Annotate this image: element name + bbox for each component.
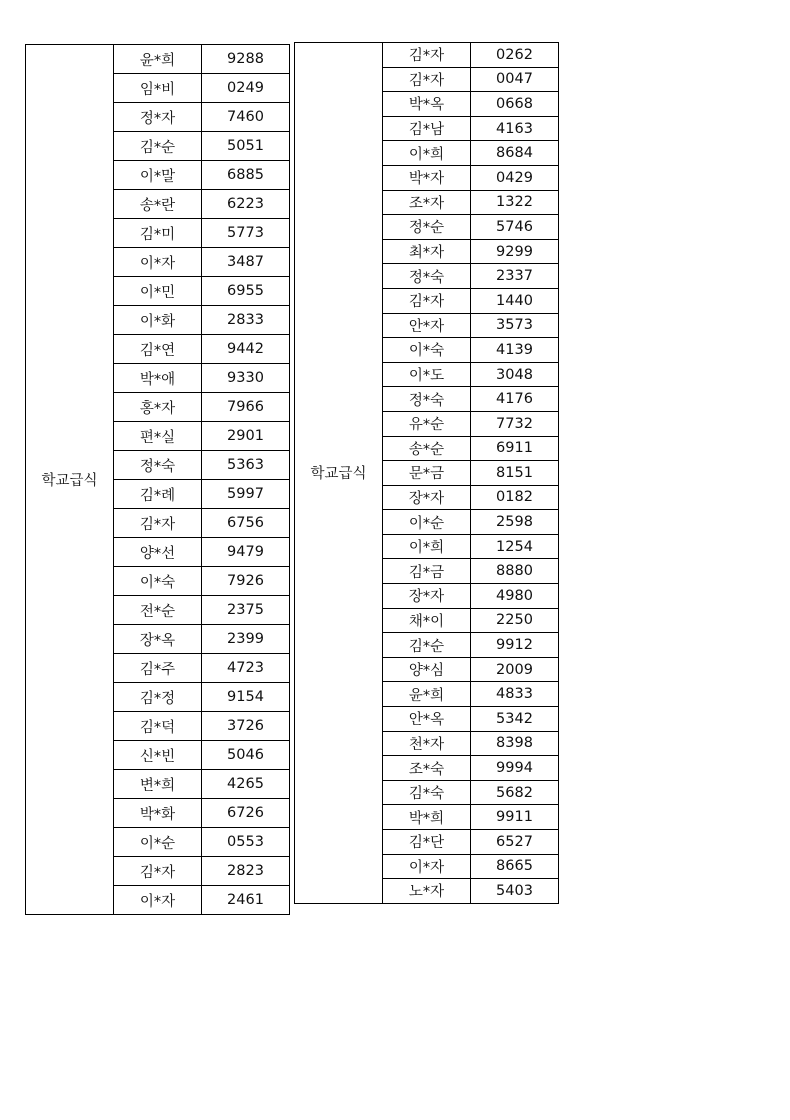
name-cell: 김*자 <box>114 857 202 886</box>
name-cell: 최*자 <box>383 239 471 264</box>
code-cell: 0429 <box>471 165 559 190</box>
code-cell: 6955 <box>202 277 290 306</box>
name-cell: 김*주 <box>114 654 202 683</box>
name-cell: 정*숙 <box>383 264 471 289</box>
code-cell: 8665 <box>471 854 559 879</box>
code-cell: 4980 <box>471 584 559 609</box>
code-cell: 2461 <box>202 886 290 915</box>
code-cell: 9912 <box>471 633 559 658</box>
code-cell: 2009 <box>471 657 559 682</box>
name-cell: 김*례 <box>114 480 202 509</box>
name-cell: 송*순 <box>383 436 471 461</box>
code-cell: 3573 <box>471 313 559 338</box>
name-cell: 박*애 <box>114 364 202 393</box>
table-row <box>26 45 290 74</box>
name-cell: 장*옥 <box>114 625 202 654</box>
name-cell: 이*희 <box>383 534 471 559</box>
code-cell: 6527 <box>471 830 559 855</box>
name-cell: 김*숙 <box>383 780 471 805</box>
code-cell: 3048 <box>471 362 559 387</box>
name-cell: 양*선 <box>114 538 202 567</box>
code-cell: 0668 <box>471 92 559 117</box>
code-cell: 6885 <box>202 161 290 190</box>
name-cell: 이*화 <box>114 306 202 335</box>
code-cell: 4833 <box>471 682 559 707</box>
name-cell: 이*말 <box>114 161 202 190</box>
code-cell: 5403 <box>471 879 559 904</box>
name-cell: 이*희 <box>383 141 471 166</box>
code-cell: 8151 <box>471 461 559 486</box>
code-cell: 1322 <box>471 190 559 215</box>
code-cell: 2399 <box>202 625 290 654</box>
name-cell: 정*자 <box>114 103 202 132</box>
code-cell: 9299 <box>471 239 559 264</box>
name-cell: 홍*자 <box>114 393 202 422</box>
code-cell: 7966 <box>202 393 290 422</box>
code-cell: 8398 <box>471 731 559 756</box>
code-cell: 2375 <box>202 596 290 625</box>
name-cell: 김*덕 <box>114 712 202 741</box>
code-cell: 7732 <box>471 411 559 436</box>
name-cell: 정*숙 <box>383 387 471 412</box>
code-cell: 8684 <box>471 141 559 166</box>
code-cell: 4176 <box>471 387 559 412</box>
name-cell: 박*희 <box>383 805 471 830</box>
name-cell: 안*옥 <box>383 707 471 732</box>
name-cell: 김*자 <box>114 509 202 538</box>
code-cell: 5746 <box>471 215 559 240</box>
name-cell: 편*실 <box>114 422 202 451</box>
name-cell: 채*이 <box>383 608 471 633</box>
name-cell: 윤*희 <box>114 45 202 74</box>
name-cell: 이*자 <box>383 854 471 879</box>
code-cell: 4163 <box>471 116 559 141</box>
name-cell: 김*자 <box>383 288 471 313</box>
name-cell: 이*숙 <box>383 338 471 363</box>
code-cell: 3726 <box>202 712 290 741</box>
code-cell: 2337 <box>471 264 559 289</box>
code-cell: 9442 <box>202 335 290 364</box>
code-cell: 8880 <box>471 559 559 584</box>
name-cell: 김*정 <box>114 683 202 712</box>
name-cell: 이*도 <box>383 362 471 387</box>
name-cell: 박*화 <box>114 799 202 828</box>
code-cell: 5046 <box>202 741 290 770</box>
name-cell: 천*자 <box>383 731 471 756</box>
name-cell: 김*남 <box>383 116 471 141</box>
code-cell: 0553 <box>202 828 290 857</box>
group-label: 학교급식 <box>26 45 114 915</box>
code-cell: 5051 <box>202 132 290 161</box>
name-cell: 이*민 <box>114 277 202 306</box>
code-cell: 2598 <box>471 510 559 535</box>
code-cell: 0182 <box>471 485 559 510</box>
roster-body <box>295 43 559 904</box>
code-cell: 0249 <box>202 74 290 103</box>
code-cell: 6756 <box>202 509 290 538</box>
code-cell: 0262 <box>471 43 559 68</box>
table-row <box>295 43 559 68</box>
code-cell: 9994 <box>471 756 559 781</box>
code-cell: 2823 <box>202 857 290 886</box>
name-cell: 김*순 <box>383 633 471 658</box>
name-cell: 김*자 <box>383 67 471 92</box>
code-cell: 6911 <box>471 436 559 461</box>
code-cell: 5682 <box>471 780 559 805</box>
name-cell: 김*자 <box>383 43 471 68</box>
name-cell: 장*자 <box>383 485 471 510</box>
name-cell: 조*숙 <box>383 756 471 781</box>
code-cell: 5363 <box>202 451 290 480</box>
code-cell: 6726 <box>202 799 290 828</box>
code-cell: 7926 <box>202 567 290 596</box>
name-cell: 신*빈 <box>114 741 202 770</box>
name-cell: 박*자 <box>383 165 471 190</box>
code-cell: 5773 <box>202 219 290 248</box>
name-cell: 조*자 <box>383 190 471 215</box>
code-cell: 1254 <box>471 534 559 559</box>
name-cell: 이*순 <box>383 510 471 535</box>
name-cell: 김*연 <box>114 335 202 364</box>
name-cell: 장*자 <box>383 584 471 609</box>
group-label: 학교급식 <box>295 43 383 904</box>
name-cell: 문*금 <box>383 461 471 486</box>
code-cell: 2833 <box>202 306 290 335</box>
name-cell: 정*순 <box>383 215 471 240</box>
code-cell: 9288 <box>202 45 290 74</box>
name-cell: 노*자 <box>383 879 471 904</box>
name-cell: 김*단 <box>383 830 471 855</box>
roster-body <box>26 45 290 915</box>
code-cell: 7460 <box>202 103 290 132</box>
name-cell: 이*자 <box>114 886 202 915</box>
code-cell: 9479 <box>202 538 290 567</box>
name-cell: 이*숙 <box>114 567 202 596</box>
name-cell: 정*숙 <box>114 451 202 480</box>
name-cell: 송*란 <box>114 190 202 219</box>
roster-table-right <box>294 42 559 904</box>
code-cell: 9911 <box>471 805 559 830</box>
code-cell: 9330 <box>202 364 290 393</box>
name-cell: 김*순 <box>114 132 202 161</box>
name-cell: 김*미 <box>114 219 202 248</box>
name-cell: 박*옥 <box>383 92 471 117</box>
code-cell: 6223 <box>202 190 290 219</box>
name-cell: 양*심 <box>383 657 471 682</box>
name-cell: 안*자 <box>383 313 471 338</box>
name-cell: 유*순 <box>383 411 471 436</box>
code-cell: 5997 <box>202 480 290 509</box>
code-cell: 5342 <box>471 707 559 732</box>
name-cell: 이*자 <box>114 248 202 277</box>
roster-table-left <box>25 44 290 915</box>
code-cell: 3487 <box>202 248 290 277</box>
code-cell: 0047 <box>471 67 559 92</box>
name-cell: 전*순 <box>114 596 202 625</box>
code-cell: 4265 <box>202 770 290 799</box>
code-cell: 1440 <box>471 288 559 313</box>
name-cell: 김*금 <box>383 559 471 584</box>
name-cell: 이*순 <box>114 828 202 857</box>
code-cell: 9154 <box>202 683 290 712</box>
code-cell: 4723 <box>202 654 290 683</box>
name-cell: 변*희 <box>114 770 202 799</box>
code-cell: 2250 <box>471 608 559 633</box>
name-cell: 윤*희 <box>383 682 471 707</box>
name-cell: 임*비 <box>114 74 202 103</box>
code-cell: 4139 <box>471 338 559 363</box>
code-cell: 2901 <box>202 422 290 451</box>
